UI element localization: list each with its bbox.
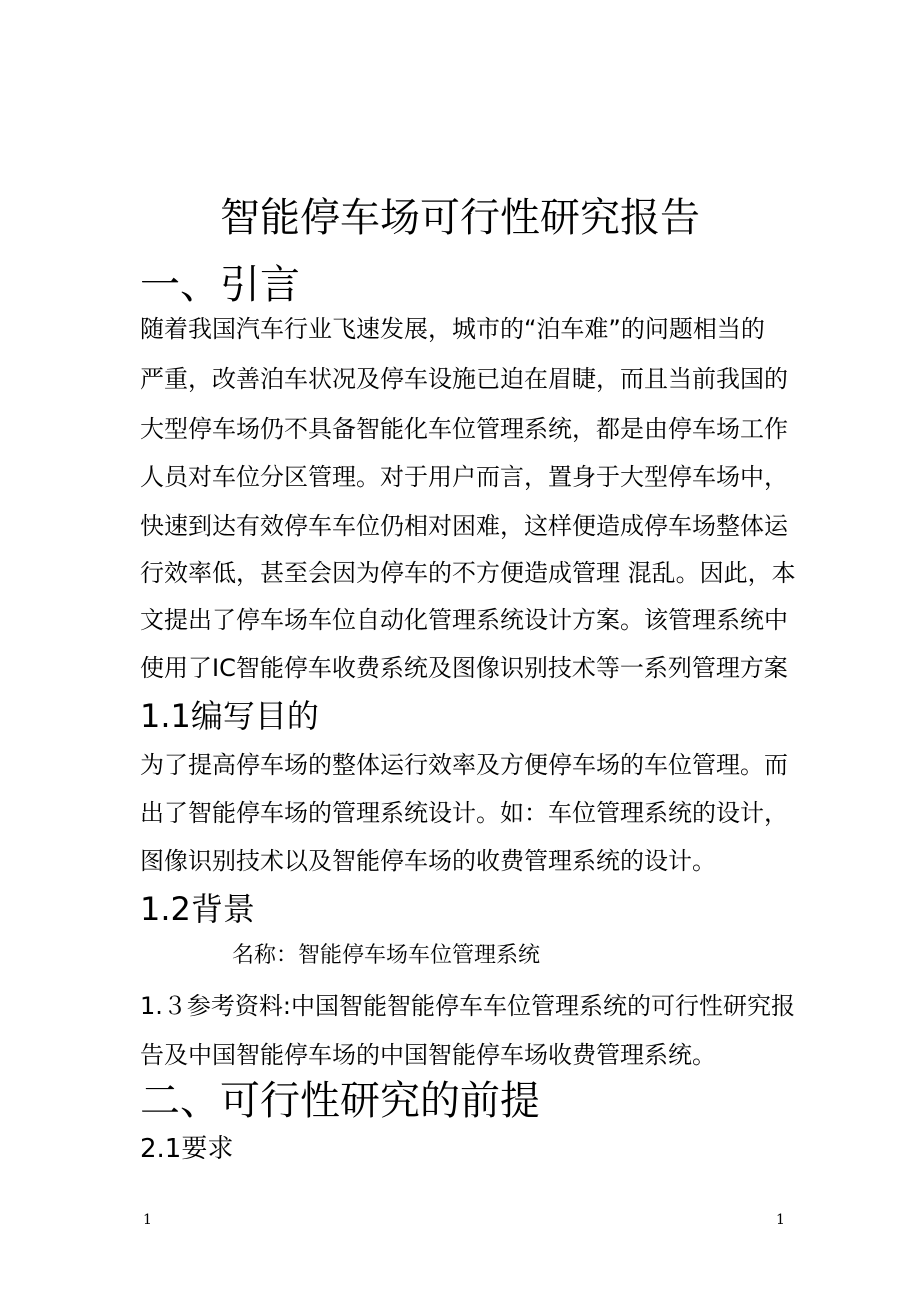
references-line: 1.３参考资料:中国智能智能停车车位管理系统的可行性研究报 bbox=[140, 992, 795, 1020]
intro-paragraph-line: 行效率低，甚至会因为停车的不方便造成管理 混乱。因此，本 bbox=[140, 559, 796, 587]
purpose-paragraph-line: 图像识别技术以及智能停车场的收费管理系统的设计。 bbox=[140, 847, 716, 875]
intro-paragraph-line: 严重，改善泊车状况及停车设施已迫在眉睫，而且当前我国的 bbox=[140, 365, 788, 393]
intro-paragraph-line: 使用了IC智能停车收费系统及图像识别技术等一系列管理方案 bbox=[140, 654, 788, 682]
subsection-heading-background: 1.2背景 bbox=[140, 890, 255, 928]
document-title: 智能停车场可行性研究报告 bbox=[220, 195, 700, 241]
subsection-heading-requirements: 2.1要求 bbox=[140, 1134, 234, 1164]
references-line: 告及中国智能停车场的中国智能停车场收费管理系统。 bbox=[140, 1041, 716, 1069]
intro-paragraph-line: 快速到达有效停车车位仍相对困难，这样便造成停车场整体运 bbox=[140, 512, 788, 540]
section-heading-introduction: 一、引言 bbox=[140, 262, 300, 308]
purpose-paragraph-line: 出了智能停车场的管理系统设计。如：车位管理系统的设计， bbox=[140, 799, 788, 827]
page-number-right: 1 bbox=[776, 1212, 785, 1228]
purpose-paragraph-line: 为了提高停车场的整体运行效率及方便停车场的车位管理。而 bbox=[140, 751, 788, 779]
background-system-name: 名称：智能停车场车位管理系统 bbox=[232, 943, 541, 968]
intro-paragraph-line: 随着我国汽车行业飞速发展，城市的“泊车难”的问题相当的 bbox=[140, 315, 765, 343]
intro-paragraph-line: 文提出了停车场车位自动化管理系统设计方案。该管理系统中 bbox=[140, 606, 788, 634]
page-number-left: 1 bbox=[143, 1212, 152, 1228]
intro-paragraph-line: 大型停车场仍不具备智能化车位管理系统，都是由停车场工作 bbox=[140, 415, 788, 443]
subsection-heading-purpose: 1.1编写目的 bbox=[140, 697, 319, 735]
section-heading-feasibility-premise: 二、可行性研究的前提 bbox=[140, 1078, 540, 1124]
intro-paragraph-line: 人员对车位分区管理。对于用户而言，置身于大型停车场中， bbox=[140, 463, 788, 491]
